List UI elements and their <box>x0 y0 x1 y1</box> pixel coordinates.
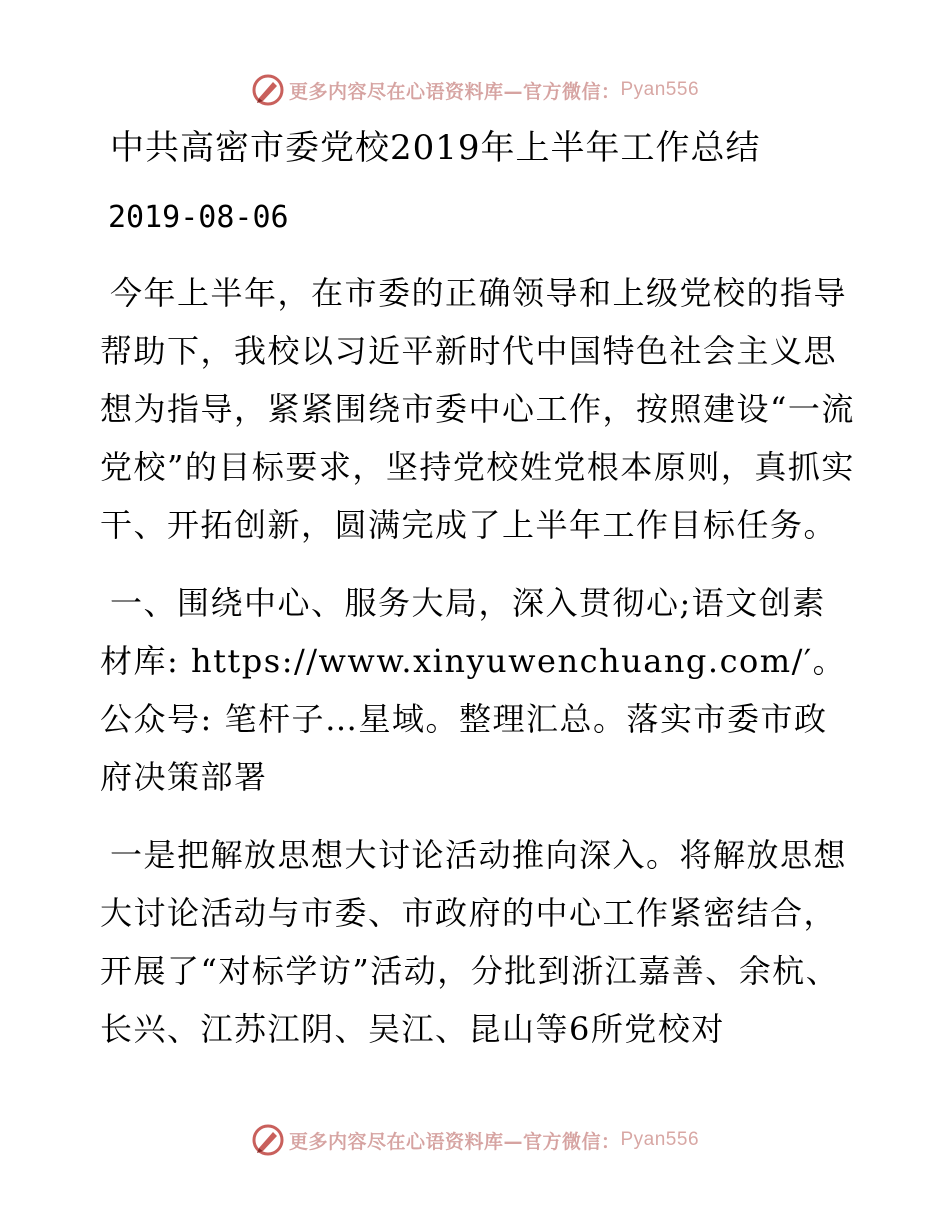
document-body <box>100 118 855 1058</box>
paragraph-intro: 今年上半年，在市委的正确领导和上级党校的指导帮助下，我校以习近平新时代中国特色社会主义思想为指导，紧紧围绕市委中心工作，按照建设“一流党校”的目标要求，坚持党校姓党根本原则，真抓实干、开拓创新，圆满完成了上半年工作目标任务。 <box>100 274 855 544</box>
paragraph-section-one: 一、围绕中心、服务大局，深入贯彻心;语文创素材库: https://www.xinyuwenchuang.com/′。公众号: 笔杆子…星域。整理汇总。落实市委市政府决策部署 <box>100 584 847 796</box>
document-title: 中共高密市委党校2019年上半年工作总结 <box>110 128 761 168</box>
watermark-banner-bottom <box>0 1120 950 1160</box>
watermark-text: 更多内容尽在心语资料库—官方微信： <box>288 1130 621 1153</box>
pen-logo-icon <box>251 1123 285 1157</box>
watermark-contact: Pyan556 <box>620 79 700 100</box>
paragraph-item-one: 一是把解放思想大讨论活动推向深入。将解放思想大讨论活动与市委、市政府的中心工作紧密结合，开展了“对标学访”活动，分批到浙江嘉善、余杭、长兴、江苏江阴、吴江、昆山等6所党校对 <box>100 836 848 1048</box>
pen-logo-icon <box>251 73 285 107</box>
watermark-text: 更多内容尽在心语资料库—官方微信： <box>288 80 621 103</box>
watermark-contact: Pyan556 <box>620 1129 700 1150</box>
document-date: 2019-08-06 <box>108 200 289 235</box>
watermark-banner-top <box>0 70 950 110</box>
